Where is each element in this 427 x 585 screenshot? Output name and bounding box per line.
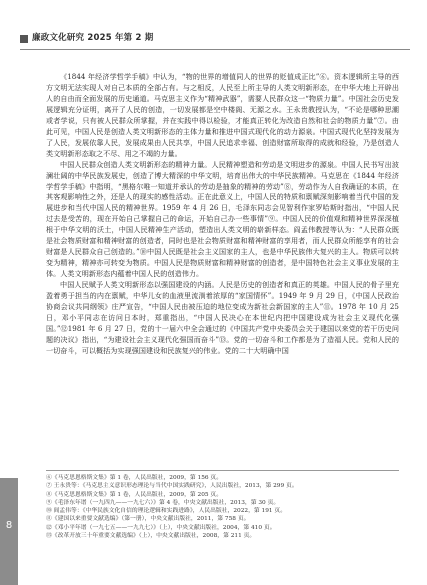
header-divider <box>20 49 410 50</box>
footnote: ⑨《毛泽东年谱（一九四九——一九七六）》第 4 卷，中央文献出版社，2013，第 30 页。 <box>46 499 280 506</box>
page-number: 8 <box>5 520 13 531</box>
footnote: ⑥《马克思恩格斯文集》第 1 卷，人民出版社，2009，第 156 页。 <box>46 475 223 481</box>
running-header <box>20 30 410 54</box>
paragraph: 中国人民群众创造人类文明新形态的精神力量。人民精神塑造和劳动是文明进步的源泉。中国人民书写出波澜壮阔的中华民族发展史，创造了博大精深的中华文明，培育出伟大的中华民族精神。马克思在《1844 年经济学哲学手稿》中指明，“黑格尔唯一知道并承认的劳动是抽象的精神的劳动”⑧，劳动作为人自我确证的本质，在其客观影响性之外，还是人的现实的感性活动。正在此意义上，中国人民的特质和禀赋深刻影响着当代中国的发展进步和当代中国人民的精神世界。1959 年 4 月 26 日，毛泽东同志会见智利作家罗哈斯时指出，“中国人民过去是受苦的，现在开始自己掌握自己的命运，开始自己办一些事情”⑨。中国人民的价值观和精神世界深深植根于中华文明的沃土，中国人民精神生产活动，塑造出人类文明的崭新样态。阎孟伟教授等认为：“人民群众既是社会物质财富和精神财富的创造者，同时也是社会物质财富和精神财富的享用者，而人民群众所能享有的社会财富是人民群众自己创造的。”⑩中国人民既是社会主义国家的主人，也是中华民族伟大复兴的主人。物质可以转变为精神，精神亦可转变为物质。中国人民是物质财富和精神财富的创造者，是中国特色社会主义事业发展的主体。人类文明新形态内蕴着中国人民的创造伟力。 <box>46 159 399 279</box>
footnotes <box>46 470 399 540</box>
footnote: ⑪《建国以来重要文献选编》（第一册），中央文献出版社，2011，第 758 页。 <box>46 516 250 523</box>
journal-title: 廉政文化研究 2025 年第 2 期 <box>32 33 154 43</box>
header-square-marker <box>20 35 28 43</box>
footnote: ⑫《邓小平年谱（一九七五——一九九七）》（上），中央文献出版社，2004，第 410 页。 <box>46 524 276 531</box>
paragraph: 《1844 年经济学哲学手稿》中认为，“物的世界的增值同人的世界的贬值成正比”⑥。资本逻辑所主导的西方文明无法实现人对自己本质的全部占有。与之相反，人民至上所主导的人类文明新形态，在中华大地上开辟出人的自由而全面发展的历史通道。马克思主义作为“精神武器”，需要人民群众这一“物质力量”。中国社会历史发展逻辑充分证明，离开了人民的创造，一切发展都是空中楼阁、无源之水。王永贵教授认为，“不论是哪种思潮或者学说，只有被人民群众所掌握，并在实践中得以检验，才能真正转化为改造自然和社会的物质力量”⑦。由此可见，中国人民是创造人类文明新形态的主体力量和推进中国式现代化的动力源泉。中国式现代化坚持发展为了人民，发展依靠人民，发展成果由人民共享，中国人民追求幸福、创造财富所取得的成就和经验，乃是创造人类文明新形态取之不尽、用之不竭的力量。 <box>46 72 399 158</box>
article-body <box>46 72 399 357</box>
footnote: ⑦ 王永贵等：《马克思主义意识形态理论与当代中国实践研究》，人民出版社，2013，第 299 页。 <box>46 483 298 490</box>
footnote: ⑩ 阎孟伟等：《中华民族文化自信的理论逻辑和实践进路》，人民出版社，2022，第 191 页。 <box>46 508 287 515</box>
footnote: ⑧《马克思恩格斯文集》第 1 卷，人民出版社，2009，第 205 页。 <box>46 491 223 498</box>
footnote: ⑬《改革开放三十年重要文献选编》（上），中央文献出版社，2008，第 211 页。 <box>46 533 256 540</box>
page-side-tab <box>0 478 18 585</box>
paragraph: 中国人民赋予人类文明新形态以强国建设的内涵。人民是历史的创造者和真正的英雄。中国人民的骨子里充盈着勇于担当的内在禀赋，中华儿女的血液里流淌着浓厚的“家国情怀”。1949 年 9 月 29 日，《中国人民政治协商会议共同纲领》庄严宣告，“中国人民由被压迫的地位变成为新社会新国家的主人”⑪。1978 年 10 月 25 日，邓小平同志在访问日本时，郑重指出，“中国人民决心在本世纪内把中国建设成为社会主义现代化强国。”⑫1981 年 6 月 27 日，党的十一届六中全会通过的《中国共产党中央委员会关于建国以来党的若干历史问题的决议》指出，“为建设社会主义现代化强国而奋斗”⑬。党的一切奋斗和工作都是为了造福人民。党和人民的一切奋斗，可以概括为实现强国建设和民族复兴的伟业。党的二十大明确中国 <box>46 280 399 355</box>
